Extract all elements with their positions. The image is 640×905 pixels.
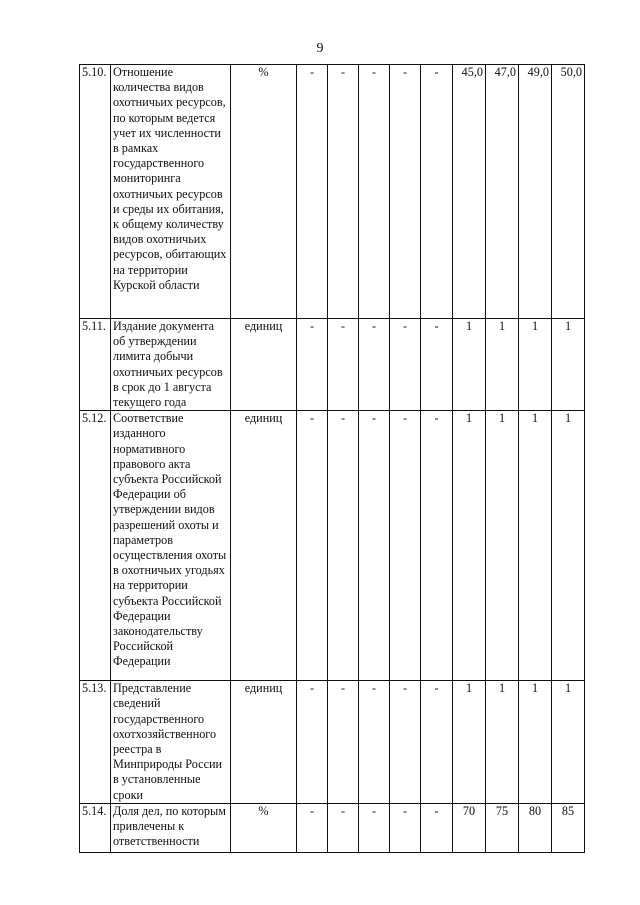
year-cell: - <box>359 681 390 804</box>
row-number: 5.11. <box>80 319 111 411</box>
page-number: 9 <box>316 41 324 56</box>
value-cell: 1 <box>486 319 519 411</box>
value-cell: 1 <box>552 681 585 804</box>
row-number: 5.12. <box>80 411 111 681</box>
unit-cell: единиц <box>231 319 297 411</box>
year-cell: - <box>297 681 328 804</box>
indicator-name: Представление сведений государственного охотхозяйственного реестра в Минприроды России в установленные сроки <box>111 681 231 804</box>
table-row <box>80 411 585 681</box>
indicator-name: Отношение количества видов охотничьих ресурсов, по которым ведется учет их численности в рамках государственного мониторинга охотничьих ресурсов и среды их обитания, к общему количеству видов охотничьих ресурсов, обитающих на территории Курской области <box>111 65 231 319</box>
value-cell: 49,0 <box>519 65 552 319</box>
row-number: 5.10. <box>80 65 111 319</box>
value-cell: 1 <box>552 411 585 681</box>
year-cell: - <box>421 411 453 681</box>
unit-cell: % <box>231 65 297 319</box>
year-cell: - <box>328 411 359 681</box>
value-cell: 1 <box>453 411 486 681</box>
year-cell: - <box>390 65 421 319</box>
value-cell: 1 <box>453 681 486 804</box>
year-cell: - <box>421 803 453 852</box>
year-cell: - <box>297 319 328 411</box>
year-cell: - <box>328 319 359 411</box>
value-cell: 1 <box>453 319 486 411</box>
value-cell: 80 <box>519 803 552 852</box>
table-row <box>80 681 585 804</box>
year-cell: - <box>328 65 359 319</box>
year-cell: - <box>328 681 359 804</box>
year-cell: - <box>297 65 328 319</box>
year-cell: - <box>421 681 453 804</box>
value-cell: 1 <box>486 681 519 804</box>
indicator-name: Соответствие изданного нормативного правового акта субъекта Российской Федерации об утверждении видов разрешений охоты и параметров осуществления охоты в охотничьих угодьях на территории субъекта Российской Федерации законодательству Российской Федерации <box>111 411 231 681</box>
year-cell: - <box>297 803 328 852</box>
year-cell: - <box>390 681 421 804</box>
table-row <box>80 803 585 852</box>
indicator-name: Издание документа об утверждении лимита добычи охотничьих ресурсов в срок до 1 августа текущего года <box>111 319 231 411</box>
value-cell: 45,0 <box>453 65 486 319</box>
year-cell: - <box>328 803 359 852</box>
year-cell: - <box>359 411 390 681</box>
value-cell: 1 <box>519 681 552 804</box>
year-cell: - <box>421 319 453 411</box>
indicator-name: Доля дел, по которым привлечены к ответственности <box>111 803 231 852</box>
value-cell: 1 <box>519 411 552 681</box>
year-cell: - <box>390 411 421 681</box>
year-cell: - <box>359 319 390 411</box>
indicators-table <box>79 64 585 853</box>
year-cell: - <box>390 803 421 852</box>
unit-cell: % <box>231 803 297 852</box>
value-cell: 50,0 <box>552 65 585 319</box>
row-number: 5.13. <box>80 681 111 804</box>
value-cell: 85 <box>552 803 585 852</box>
table-row <box>80 319 585 411</box>
value-cell: 70 <box>453 803 486 852</box>
unit-cell: единиц <box>231 411 297 681</box>
year-cell: - <box>359 65 390 319</box>
year-cell: - <box>421 65 453 319</box>
value-cell: 1 <box>552 319 585 411</box>
year-cell: - <box>297 411 328 681</box>
value-cell: 1 <box>486 411 519 681</box>
table-row <box>80 65 585 319</box>
year-cell: - <box>390 319 421 411</box>
value-cell: 75 <box>486 803 519 852</box>
value-cell: 47,0 <box>486 65 519 319</box>
value-cell: 1 <box>519 319 552 411</box>
unit-cell: единиц <box>231 681 297 804</box>
row-number: 5.14. <box>80 803 111 852</box>
year-cell: - <box>359 803 390 852</box>
